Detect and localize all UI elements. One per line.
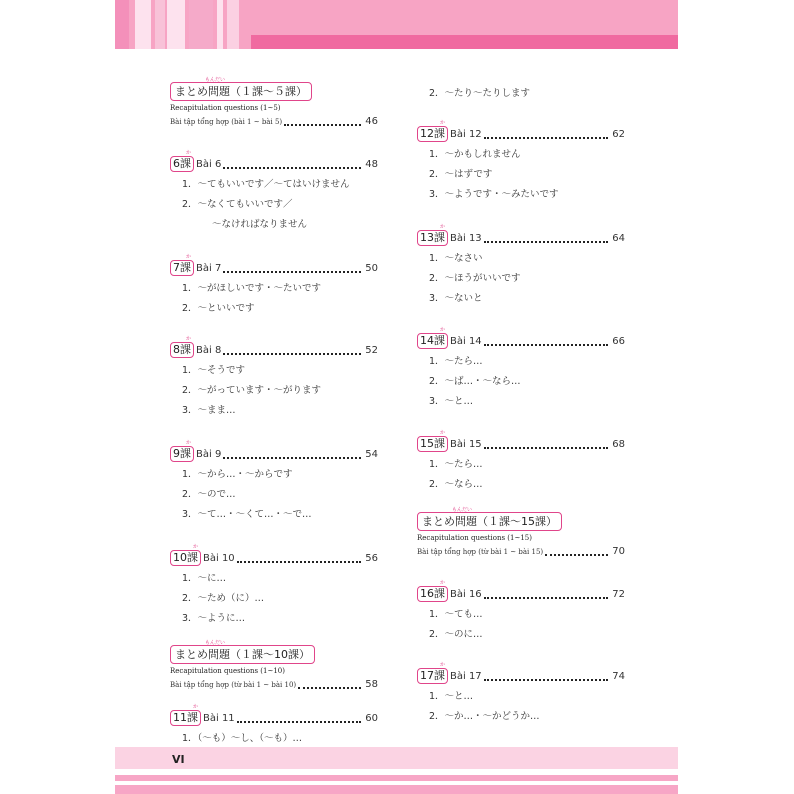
header-stripe — [227, 0, 239, 49]
lesson-heading-14[interactable] — [417, 327, 625, 349]
subitem-list — [417, 687, 625, 727]
lesson-title: Bài 7 — [196, 263, 222, 274]
toc-entry — [417, 580, 625, 645]
page-ref: 68 — [612, 439, 625, 450]
lesson-number: 14 — [420, 334, 434, 347]
ruby-text: か — [192, 544, 198, 550]
summary-english: Recapitulation questions (1~5) — [170, 104, 281, 112]
summary-title: まとめ問題（１課〜15課） — [422, 515, 557, 528]
subitem-list — [417, 605, 625, 645]
lesson-heading-11[interactable] — [170, 704, 378, 726]
subitem: 3．〜まま… — [182, 405, 236, 416]
lesson-kanji: 課 — [434, 437, 445, 450]
lesson-kanji: 課 — [434, 669, 445, 682]
subitem-list — [417, 352, 625, 412]
page-ref: 60 — [365, 713, 378, 724]
lesson-number: 15 — [420, 437, 434, 450]
ruby-text: か — [439, 662, 445, 668]
lesson-kanji: 課 — [434, 587, 445, 600]
page-ref: 50 — [365, 263, 378, 274]
subitem-list — [170, 361, 378, 421]
lesson-number-box — [170, 544, 201, 566]
leader-dots — [284, 123, 361, 126]
lesson-title: Bài 12 — [450, 129, 482, 140]
lesson-number: 13 — [420, 231, 434, 244]
subitem: 1．〜そうです — [182, 365, 246, 376]
lesson-number: 11 — [173, 711, 187, 724]
subitem: 2．〜はずです — [429, 169, 493, 180]
lesson-heading-8[interactable] — [170, 336, 378, 358]
lesson-title: Bài 15 — [450, 439, 482, 450]
toc-entry — [170, 254, 378, 319]
subitem-list — [170, 279, 378, 319]
lesson-title: Bài 14 — [450, 336, 482, 347]
header-stripe — [115, 0, 129, 49]
lesson-number: 6 — [173, 157, 180, 170]
page-ref: 66 — [612, 336, 625, 347]
lesson-title: Bài 13 — [450, 233, 482, 244]
summary-vietnamese: Bài tập tổng hợp (bài 1 ~ bài 5) — [170, 118, 283, 126]
subitem-list — [170, 465, 378, 525]
lesson-label — [417, 430, 482, 452]
toc-line[interactable] — [417, 543, 625, 559]
lesson-heading-16[interactable] — [417, 580, 625, 602]
lesson-number-box — [170, 336, 194, 358]
lesson-heading-6[interactable] — [170, 150, 378, 172]
lesson-number: 8 — [173, 343, 180, 356]
summary-title-box[interactable] — [170, 640, 315, 664]
page-ref: 54 — [365, 449, 378, 460]
subitem: 2．〜がっています・〜がります — [182, 385, 322, 396]
subitem: 2．〜なくてもいいです／ — [182, 199, 293, 210]
toc-entry — [417, 120, 625, 205]
subitem: 1．〜なさい — [429, 253, 483, 264]
header-stripe — [167, 0, 185, 49]
ruby-text: か — [185, 440, 191, 446]
lesson-kanji: 課 — [187, 711, 198, 724]
page-ref: 72 — [612, 589, 625, 600]
toc-entry — [170, 640, 378, 692]
subitem: 1．〜てもいいです／〜てはいけません — [182, 179, 350, 190]
ruby-text: か — [185, 336, 191, 342]
ruby-text: か — [185, 254, 191, 260]
subitem-list — [417, 84, 625, 104]
lesson-label — [170, 544, 235, 566]
lesson-kanji: 課 — [180, 343, 191, 356]
header-stripe — [155, 0, 165, 49]
lesson-label — [170, 704, 235, 726]
page-ref: 56 — [365, 553, 378, 564]
page-number: VI — [172, 753, 185, 766]
toc-entry — [417, 224, 625, 309]
subitem: 3．〜と… — [429, 396, 474, 407]
toc-entry — [170, 77, 378, 129]
lesson-number-box — [170, 440, 194, 462]
subitem: 2．〜か…・〜かどうか… — [429, 711, 540, 722]
lesson-number: 17 — [420, 669, 434, 682]
ruby-text: もんだい — [205, 77, 226, 83]
toc-entry — [417, 327, 625, 412]
summary-title: まとめ問題（１課〜10課） — [175, 648, 310, 661]
lesson-number-box — [170, 150, 194, 172]
subitem-list — [417, 455, 625, 495]
lesson-kanji: 課 — [434, 127, 445, 140]
lesson-heading-17[interactable] — [417, 662, 625, 684]
subitem: 3．〜ようです・〜みたいです — [429, 189, 559, 200]
summary-title-box[interactable] — [417, 507, 562, 531]
leader-dots — [484, 678, 609, 681]
header-band — [115, 0, 678, 49]
leader-dots — [545, 553, 608, 556]
lesson-title: Bài 8 — [196, 345, 222, 356]
lesson-number-box — [170, 704, 201, 726]
page-ref: 62 — [612, 129, 625, 140]
summary-vietnamese: Bài tập tổng hợp (từ bài 1 ~ bài 10) — [170, 681, 297, 689]
lesson-label — [417, 120, 482, 142]
leader-dots — [484, 136, 609, 139]
subitem-list — [170, 569, 378, 629]
lesson-heading-9[interactable] — [170, 440, 378, 462]
lesson-kanji: 課 — [180, 261, 191, 274]
ruby-text: か — [439, 224, 445, 230]
leader-dots — [223, 352, 361, 355]
subitem: 〜なければなりません — [212, 219, 308, 230]
summary-title: まとめ問題（１課〜５課） — [175, 85, 307, 98]
page-ref: 70 — [612, 546, 625, 557]
ruby-text: か — [439, 430, 445, 436]
header-dark-bar — [251, 35, 678, 49]
header-stripe — [135, 0, 151, 49]
ruby-text: か — [439, 580, 445, 586]
subitem: 1．〜たら… — [429, 459, 483, 470]
subitem-list — [417, 145, 625, 205]
subitem: 1．〜かもしれません — [429, 149, 521, 160]
lesson-label — [170, 254, 222, 276]
header-stripe — [217, 0, 223, 49]
subitem-list — [417, 249, 625, 309]
leader-dots — [223, 456, 361, 459]
page-ref: 52 — [365, 345, 378, 356]
lesson-number-box — [417, 580, 448, 602]
subitem: 1．〜から…・〜からです — [182, 469, 293, 480]
lesson-heading-7[interactable] — [170, 254, 378, 276]
lesson-number-box — [417, 430, 448, 452]
ruby-text: か — [439, 327, 445, 333]
subitem: 2．〜のに… — [429, 629, 483, 640]
subitem: 2．〜といいです — [182, 303, 255, 314]
toc-line[interactable] — [170, 676, 378, 692]
lesson-number-box — [170, 254, 194, 276]
leader-dots — [484, 596, 609, 599]
summary-vietnamese: Bài tập tổng hợp (từ bài 1 ~ bài 15) — [417, 548, 544, 556]
page-ref: 46 — [365, 116, 378, 127]
lesson-kanji: 課 — [180, 447, 191, 460]
lesson-heading-12[interactable] — [417, 120, 625, 142]
lesson-label — [417, 224, 482, 246]
leader-dots — [237, 560, 362, 563]
toc-entry — [170, 544, 378, 629]
subitem: 3．〜て…・〜くて…・〜で… — [182, 509, 312, 520]
lesson-label — [417, 580, 482, 602]
lesson-number: 16 — [420, 587, 434, 600]
summary-english: Recapitulation questions (1~10) — [170, 667, 285, 675]
ruby-text: か — [185, 150, 191, 156]
leader-dots — [484, 446, 609, 449]
subitem: 3．〜ように… — [182, 613, 246, 624]
leader-dots — [223, 166, 361, 169]
lesson-number-box — [417, 224, 448, 246]
subitem: 2．〜なら… — [429, 479, 483, 490]
subitem: 1．（〜も）〜し、（〜も）… — [182, 733, 303, 744]
ruby-text: か — [192, 704, 198, 710]
lesson-kanji: 課 — [187, 551, 198, 564]
leader-dots — [484, 343, 609, 346]
page-ref: 48 — [365, 159, 378, 170]
lesson-number: 12 — [420, 127, 434, 140]
subitem: 2．〜ため（に）… — [182, 593, 265, 604]
lesson-number: 10 — [173, 551, 187, 564]
toc-entry — [170, 150, 378, 235]
page-ref: 64 — [612, 233, 625, 244]
subitem: 3．〜ないと — [429, 293, 483, 304]
lesson-title: Bài 6 — [196, 159, 222, 170]
ruby-text: もんだい — [452, 507, 473, 513]
lesson-label — [417, 327, 482, 349]
subitem: 1．〜と… — [429, 691, 474, 702]
summary-english: Recapitulation questions (1~15) — [417, 534, 532, 542]
subitem: 1．〜がほしいです・〜たいです — [182, 283, 322, 294]
toc-entry — [417, 662, 625, 727]
toc-entry — [170, 704, 378, 749]
lesson-label — [170, 336, 222, 358]
subitem: 2．〜ほうがいいです — [429, 273, 521, 284]
subitem-list — [170, 729, 378, 749]
toc-line[interactable] — [170, 113, 378, 129]
toc-entry — [170, 336, 378, 421]
lesson-title: Bài 9 — [196, 449, 222, 460]
leader-dots — [237, 720, 362, 723]
ruby-text: もんだい — [205, 640, 226, 646]
lesson-title: Bài 10 — [203, 553, 235, 564]
lesson-number-box — [417, 662, 448, 684]
toc-entry — [417, 80, 625, 104]
summary-title-box[interactable] — [170, 77, 312, 101]
lesson-number: 7 — [173, 261, 180, 274]
lesson-kanji: 課 — [434, 231, 445, 244]
lesson-number-box — [417, 120, 448, 142]
lesson-kanji: 課 — [434, 334, 445, 347]
subitem: 2．〜たり〜たりします — [429, 88, 531, 99]
subitem: 1．〜たら… — [429, 356, 483, 367]
page-ref: 74 — [612, 671, 625, 682]
toc-entry — [417, 507, 625, 559]
lesson-number: 9 — [173, 447, 180, 460]
lesson-heading-13[interactable] — [417, 224, 625, 246]
lesson-kanji: 課 — [180, 157, 191, 170]
subitem: 1．〜に… — [182, 573, 227, 584]
header-stripe — [189, 0, 213, 49]
subitem: 2．〜ば…・〜なら… — [429, 376, 521, 387]
leader-dots — [484, 240, 609, 243]
toc-entry — [170, 440, 378, 525]
lesson-title: Bài 17 — [450, 671, 482, 682]
leader-dots — [223, 270, 361, 273]
lesson-label — [170, 440, 222, 462]
toc-entry — [417, 430, 625, 495]
lesson-number-box — [417, 327, 448, 349]
subitem-list — [170, 175, 378, 235]
footer-band — [115, 747, 678, 794]
page-ref: 58 — [365, 679, 378, 690]
lesson-label — [417, 662, 482, 684]
lesson-title: Bài 11 — [203, 713, 235, 724]
lesson-title: Bài 16 — [450, 589, 482, 600]
lesson-heading-15[interactable] — [417, 430, 625, 452]
subitem: 2．〜ので… — [182, 489, 236, 500]
subitem: 1．〜ても… — [429, 609, 483, 620]
lesson-heading-10[interactable] — [170, 544, 378, 566]
ruby-text: か — [439, 120, 445, 126]
leader-dots — [298, 686, 361, 689]
lesson-label — [170, 150, 222, 172]
